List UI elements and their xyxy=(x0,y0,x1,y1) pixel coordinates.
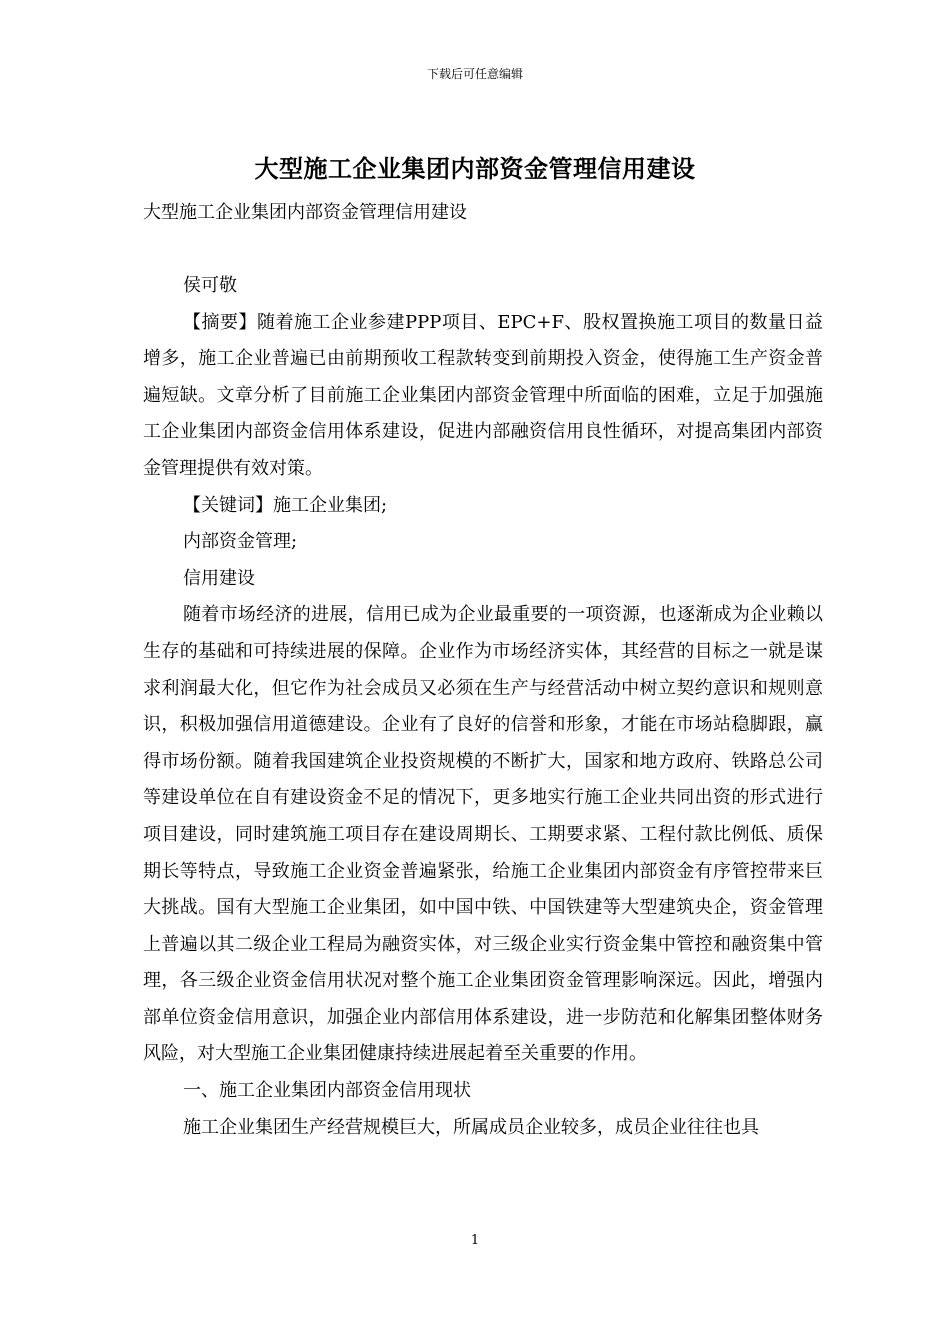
keywords-line: 【关键词】施工企业集团; xyxy=(183,494,388,516)
keyword-item: 信用建设 xyxy=(183,567,255,589)
author-line: 侯可敬 xyxy=(183,275,237,296)
document-subtitle: 大型施工企业集团内部资金管理信用建设 xyxy=(143,202,467,223)
body-paragraph: 施工企业集团生产经营规模巨大，所属成员企业较多，成员企业往往也具 xyxy=(183,1116,759,1138)
page-number: 1 xyxy=(470,1233,480,1248)
abstract-paragraph: 【摘要】随着施工企业参建PPP项目、EPC+F、股权置换施工项目的数量日益增多，施工企业普遍已由前期预收工程款转变到前期投入资金，使得施工生产资金普遍短缺。文章分析了目前施工企业集团内部资金管理中所面临的困难，立足于加强施工企业集团内部资金信用体系建设，促进内部融资信用良性循环，对提高集团内部资金管理提供有效对策。 xyxy=(143,311,823,479)
body-paragraph: 随着市场经济的进展，信用已成为企业最重要的一项资源，也逐渐成为企业赖以生存的基础和可持续进展的保障。企业作为市场经济实体，其经营的目标之一就是谋求利润最大化，但它作为社会成员又必须在生产与经营活动中树立契约意识和规则意识，积极加强信用道德建设。企业有了良好的信誉和形象，才能在市场站稳脚跟，赢得市场份额。随着我国建筑企业投资规模的不断扩大，国家和地方政府、铁路总公司等建设单位在自有建设资金不足的情况下，更多地实行施工企业共同出资的形式进行项目建设，同时建筑施工项目存在建设周期长、工期要求紧、工程付款比例低、质保期长等特点，导致施工企业资金普遍紧张，给施工企业集团内部资金有序管控带来巨大挑战。国有大型施工企业集团，如中国中铁、中国铁建等大型建筑央企，资金管理上普遍以其二级企业工程局为融资实体，对三级企业实行资金集中管控和融资集中管理，各三级企业资金信用状况对整个施工企业集团资金管理影响深远。因此，增强内部单位资金信用意识，加强企业内部信用体系建设，进一步防范和化解集团整体财务风险，对大型施工企业集团健康持续进展起着至关重要的作用。 xyxy=(143,604,823,1065)
document-body xyxy=(143,268,823,1146)
keyword-item: 内部资金管理; xyxy=(183,531,298,553)
document-title: 大型施工企业集团内部资金管理信用建设 xyxy=(254,154,696,183)
page-header: 下载后可任意编辑 xyxy=(426,67,523,81)
section-heading: 一、施工企业集团内部资金信用现状 xyxy=(183,1080,471,1102)
